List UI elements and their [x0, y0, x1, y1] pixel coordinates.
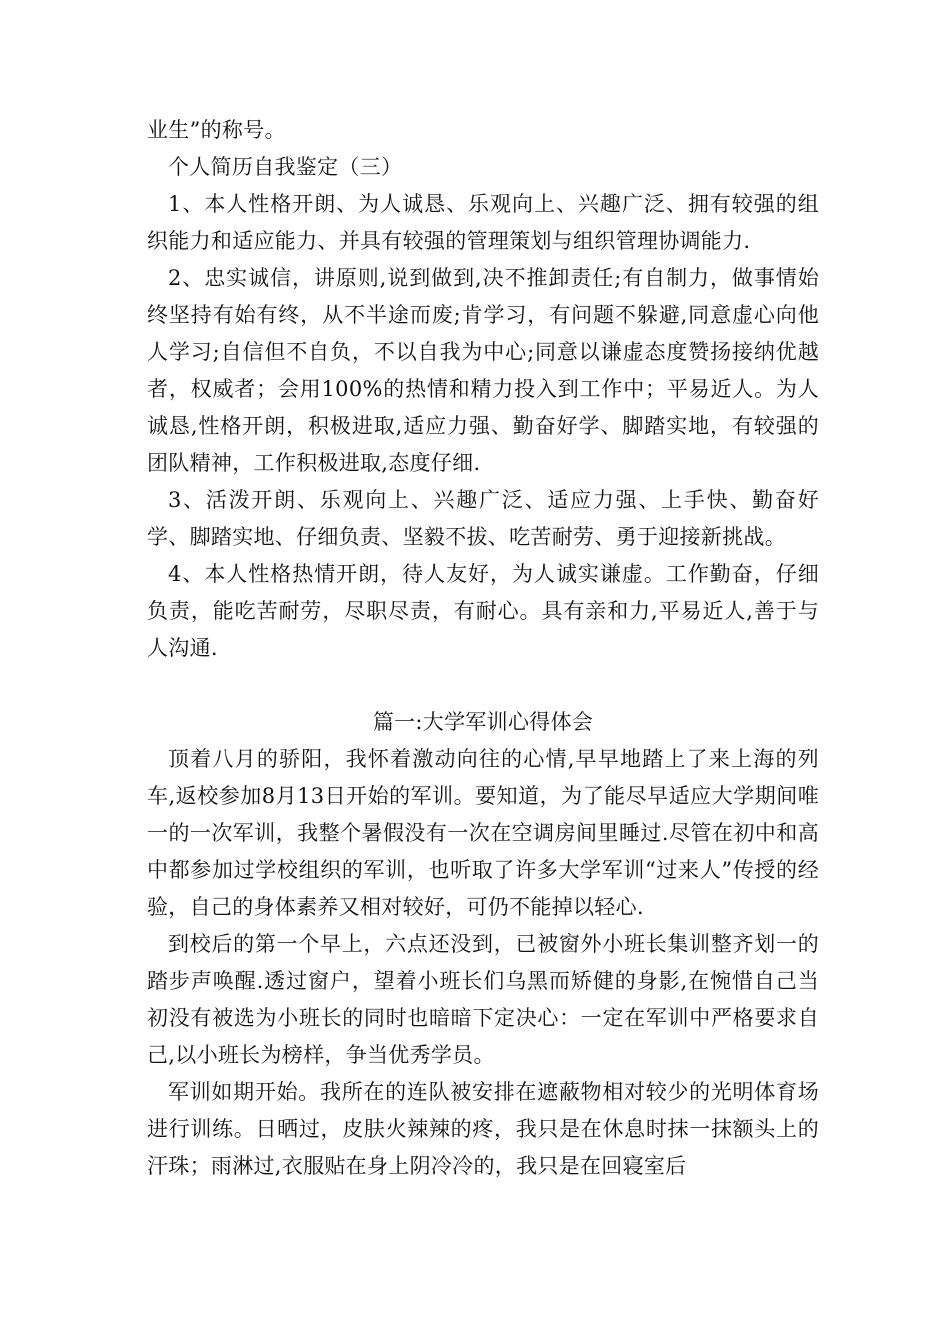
section-paragraph-1: 1、本人性格开朗、为人诚恳、乐观向上、兴趣广泛、拥有较强的组织能力和适应能力、并具有较强的管理策划与组织管理协调能力.	[147, 192, 819, 253]
section-paragraph-2: 2、忠实诚信，讲原则,说到做到,决不推卸责任;有自制力，做事情始终坚持有始有终，从不半途而废;肯学习，有问题不躲避,同意虚心向他人学习;自信但不自负，不以自我为中心;同意以谦虚态度赞扬接纳优越者，权威者；会用100%的热情和精力投入到工作中；平易近人。为人诚恳,性格开朗，积极进取,适应力强、勤奋好学、脚踏实地，有较强的团队精神，工作积极进取,态度仔细.	[147, 266, 819, 475]
section-paragraph-3: 3、活泼开朗、乐观向上、兴趣广泛、适应力强、上手快、勤奋好学、脚踏实地、仔细负责、坚毅不拔、吃苦耐劳、勇于迎接新挑战。	[147, 488, 819, 549]
section-paragraph-4: 4、本人性格热情开朗，待人友好，为人诚实谦虚。工作勤奋，仔细负责，能吃苦耐劳，尽职尽责，有耐心。具有亲和力,平易近人,善于与人沟通.	[147, 562, 819, 660]
essay-paragraph-2: 到校后的第一个早上，六点还没到，已被窗外小班长集训整齐划一的踏步声唤醒.透过窗户，望着小班长们乌黑而矫健的身影,在惋惜自己当初没有被选为小班长的同时也暗暗下定决心：一定在军训中严格要求自己,以小班长为榜样，争当优秀学员。	[147, 932, 819, 1067]
essay-title: 篇一:大学军训心得体会	[372, 710, 594, 734]
document-body	[147, 112, 819, 1185]
blank-line	[147, 667, 819, 704]
continuation-line: 业生”的称号。	[147, 118, 286, 142]
section-title: 个人简历自我鉴定（三）	[168, 155, 403, 179]
essay-paragraph-3: 军训如期开始。我所在的连队被安排在遮蔽物相对较少的光明体育场进行训练。日晒过，皮肤火辣辣的疼，我只是在休息时抹一抹额头上的汗珠；雨淋过,衣服贴在身上阴冷冷的，我只是在回寝室后	[147, 1080, 819, 1178]
essay-paragraph-1: 顶着八月的骄阳，我怀着激动向往的心情,早早地踏上了来上海的列车,返校参加8月13日开始的军训。要知道，为了能尽早适应大学期间唯一的一次军训，我整个暑假没有一次在空调房间里睡过.尽管在初中和高中都参加过学校组织的军训，也听取了许多大学军训“过来人”传授的经验，自己的身体素养又相对较好，可仍不能掉以轻心.	[147, 747, 819, 919]
